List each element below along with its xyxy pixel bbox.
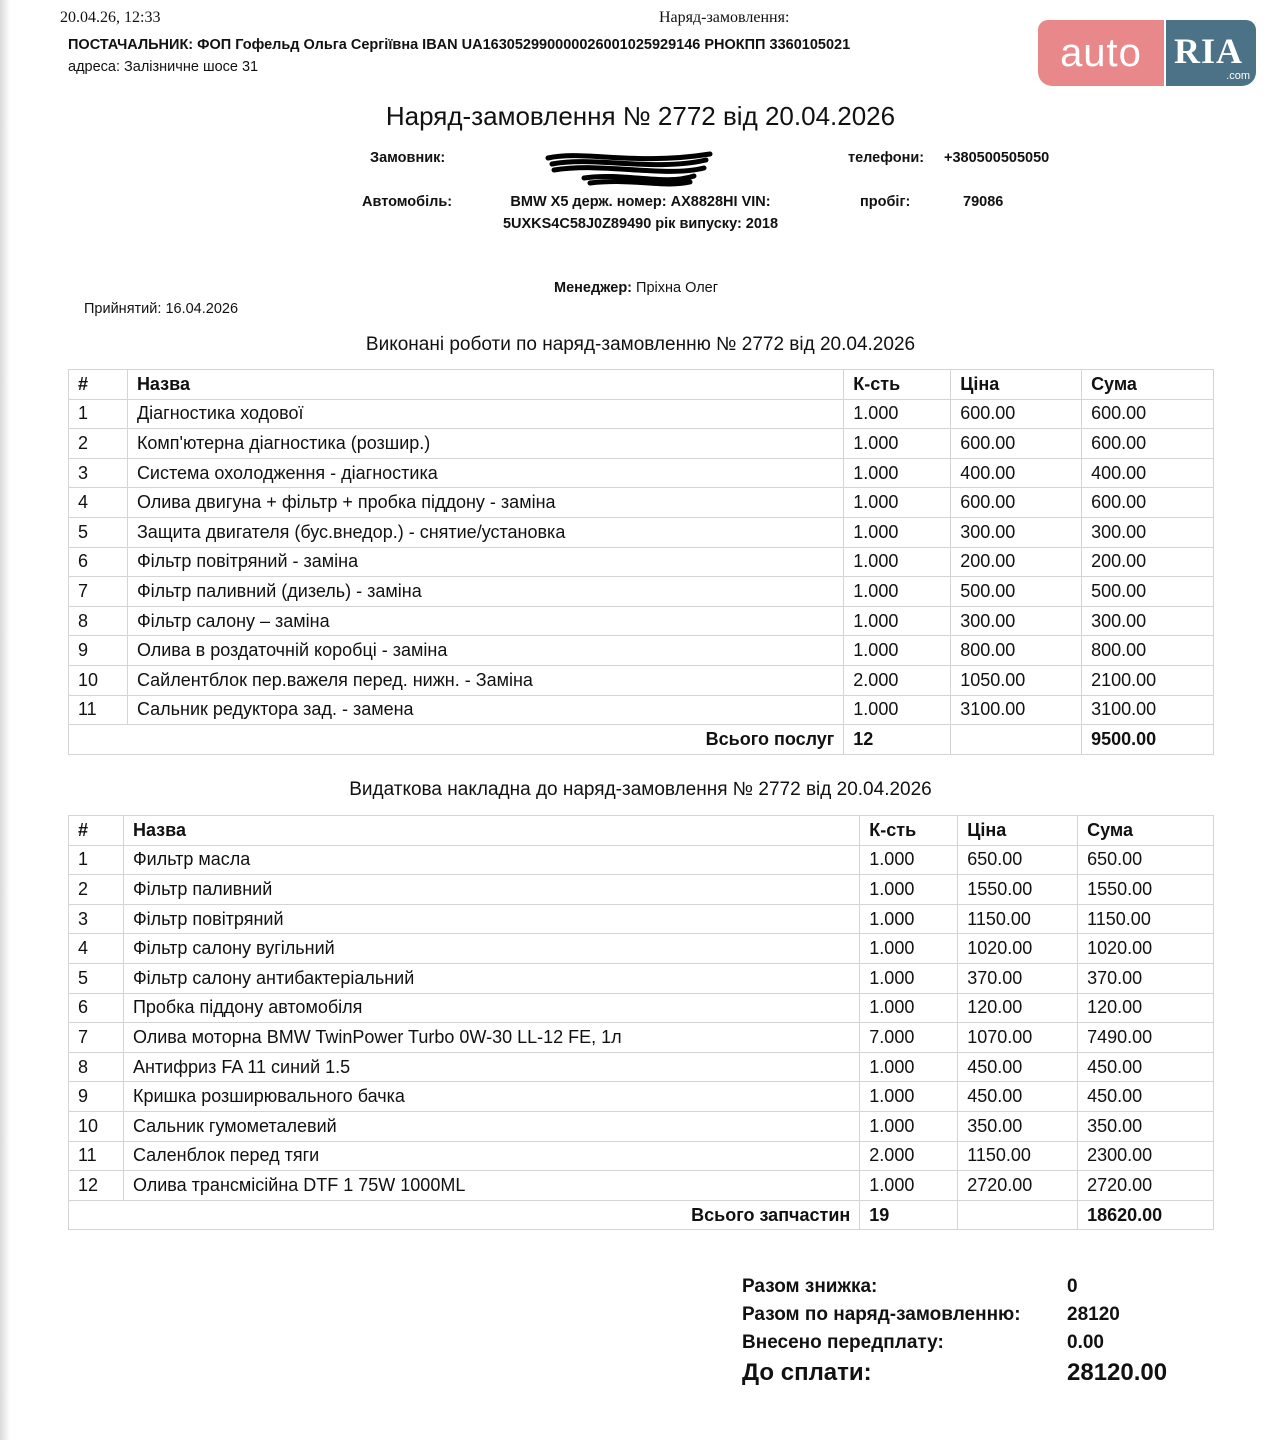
part-row [69, 934, 1214, 964]
part-row [69, 993, 1214, 1023]
part-total-qty: 19 [860, 1200, 958, 1230]
customer-label: Замовник: [370, 150, 446, 166]
part-cell: Пробка піддону автомобіля [123, 993, 859, 1023]
service-cell: 10 [69, 665, 128, 695]
part-header-cell: # [69, 816, 124, 846]
part-cell: 10 [69, 1111, 124, 1141]
part-cell: 1.000 [860, 1052, 958, 1082]
order-total-label: Разом по наряд-замовленню: [742, 1304, 1021, 1325]
service-cell: 600.00 [1082, 488, 1214, 518]
part-cell: 370.00 [1078, 963, 1214, 993]
manager-label: Менеджер: [554, 280, 633, 296]
part-cell: 1550.00 [1078, 875, 1214, 905]
part-header-cell: Сума [1078, 816, 1214, 846]
part-cell: Олива трансмісійна DTF 1 75W 1000ML [123, 1171, 859, 1201]
service-header-cell: Ціна [951, 370, 1082, 400]
service-cell: 500.00 [951, 577, 1082, 607]
part-cell: 120.00 [958, 993, 1078, 1023]
service-cell: 1.000 [844, 636, 951, 666]
phone-label: телефони: [848, 150, 925, 166]
service-row [69, 636, 1214, 666]
service-cell: 7 [69, 577, 128, 607]
service-cell: 300.00 [1082, 606, 1214, 636]
ria-logo-domain: .com [1226, 70, 1250, 82]
car-info-line2: 5UXKS4C58J0Z89490 рік випуску: 2018 [502, 216, 779, 232]
part-cell: Фільтр салону антибактеріальний [123, 963, 859, 993]
part-row [69, 904, 1214, 934]
service-cell: 1.000 [844, 399, 951, 429]
part-cell: 1020.00 [1078, 934, 1214, 964]
service-header-cell: # [69, 370, 128, 400]
amount-due-value: 28120.00 [1067, 1359, 1168, 1386]
amount-due-label: До сплати: [742, 1359, 872, 1386]
part-row [69, 1141, 1214, 1171]
part-cell: 1.000 [860, 875, 958, 905]
part-row [69, 963, 1214, 993]
service-cell: 600.00 [1082, 399, 1214, 429]
service-cell: 3100.00 [951, 695, 1082, 725]
prepaid-label: Внесено передплату: [742, 1332, 944, 1353]
part-cell: 12 [69, 1171, 124, 1201]
service-cell: 1.000 [844, 517, 951, 547]
part-row [69, 1023, 1214, 1053]
service-cell: 600.00 [951, 399, 1082, 429]
part-cell: 1 [69, 845, 124, 875]
part-total-sum: 18620.00 [1078, 1200, 1214, 1230]
service-row [69, 665, 1214, 695]
manager-line [554, 280, 718, 296]
part-header-cell: Ціна [958, 816, 1078, 846]
part-cell: 2 [69, 875, 124, 905]
service-row [69, 458, 1214, 488]
part-cell: 6 [69, 993, 124, 1023]
part-cell: 450.00 [1078, 1052, 1214, 1082]
service-cell: 800.00 [951, 636, 1082, 666]
part-cell: 1.000 [860, 963, 958, 993]
part-cell: 350.00 [1078, 1111, 1214, 1141]
service-row [69, 517, 1214, 547]
part-cell: 1150.00 [1078, 904, 1214, 934]
service-cell: 2 [69, 429, 128, 459]
service-total-label: Всього послуг [69, 725, 844, 755]
part-cell: 2.000 [860, 1141, 958, 1171]
part-cell: 370.00 [958, 963, 1078, 993]
service-cell: 800.00 [1082, 636, 1214, 666]
service-cell: Сайлентблок пер.важеля перед. нижн. - Заміна [127, 665, 843, 695]
service-cell: 300.00 [951, 606, 1082, 636]
service-cell: 600.00 [951, 488, 1082, 518]
part-cell: Фільтр салону вугільний [123, 934, 859, 964]
part-row [69, 1111, 1214, 1141]
part-cell: Сальник гумометалевий [123, 1111, 859, 1141]
service-cell: 3100.00 [1082, 695, 1214, 725]
part-row [69, 1052, 1214, 1082]
service-total-empty [951, 725, 1082, 755]
part-cell: Антифриз FA 11 синий 1.5 [123, 1052, 859, 1082]
ria-logo-text: RIA [1174, 31, 1244, 71]
car-label: Автомобіль: [362, 194, 453, 210]
part-row [69, 875, 1214, 905]
part-cell: 1.000 [860, 1082, 958, 1112]
service-row [69, 577, 1214, 607]
parts-table [68, 815, 1214, 1230]
part-cell: 2720.00 [958, 1171, 1078, 1201]
services-table [68, 369, 1214, 755]
part-header-cell: К-сть [860, 816, 958, 846]
part-cell: 450.00 [958, 1052, 1078, 1082]
service-total-qty: 12 [844, 725, 951, 755]
service-cell: 600.00 [951, 429, 1082, 459]
part-cell: 2720.00 [1078, 1171, 1214, 1201]
phone-value: +380500505050 [944, 150, 1050, 166]
part-cell: 120.00 [1078, 993, 1214, 1023]
service-cell: Фільтр салону – заміна [127, 606, 843, 636]
service-cell: 4 [69, 488, 128, 518]
service-row [69, 606, 1214, 636]
part-cell: 450.00 [958, 1082, 1078, 1112]
service-cell: Защита двигателя (бус.внедор.) - снятие/установка [127, 517, 843, 547]
part-cell: 1.000 [860, 1171, 958, 1201]
part-cell: Олива моторна BMW TwinPower Turbo 0W-30 LL-12 FE, 1л [123, 1023, 859, 1053]
service-row [69, 695, 1214, 725]
service-cell: Фільтр повітряний - заміна [127, 547, 843, 577]
services-header-row [69, 370, 1214, 400]
service-cell: 1 [69, 399, 128, 429]
service-cell: Олива в роздаточній коробці - заміна [127, 636, 843, 666]
redacted-customer-name [544, 146, 714, 190]
supplier-address: адреса: Залізничне шосе 31 [68, 59, 259, 75]
service-cell: Сальник редуктора зад. - замена [127, 695, 843, 725]
services-title: Виконані роботи по наряд-замовленню № 2772 від 20.04.2026 [365, 334, 916, 355]
part-cell: 7490.00 [1078, 1023, 1214, 1053]
service-cell: 1.000 [844, 429, 951, 459]
service-row [69, 429, 1214, 459]
service-row [69, 399, 1214, 429]
part-cell: 650.00 [1078, 845, 1214, 875]
service-cell: 3 [69, 458, 128, 488]
part-cell: Фільтр паливний [123, 875, 859, 905]
service-cell: 200.00 [1082, 547, 1214, 577]
service-cell: Фільтр паливний (дизель) - заміна [127, 577, 843, 607]
accepted-date: Прийнятий: 16.04.2026 [84, 301, 239, 317]
part-row [69, 845, 1214, 875]
service-cell: Система охолодження - діагностика [127, 458, 843, 488]
part-row [69, 1082, 1214, 1112]
discount-value: 0 [1067, 1276, 1078, 1297]
service-cell: 1050.00 [951, 665, 1082, 695]
part-cell: 7 [69, 1023, 124, 1053]
autoria-logo-ria [1166, 20, 1256, 86]
part-total-row [69, 1200, 1214, 1230]
service-cell: 300.00 [1082, 517, 1214, 547]
prepaid-value: 0.00 [1067, 1332, 1104, 1353]
service-cell: 11 [69, 695, 128, 725]
service-cell: 400.00 [951, 458, 1082, 488]
service-cell: 1.000 [844, 606, 951, 636]
service-cell: Діагностика ходової [127, 399, 843, 429]
part-cell: 1.000 [860, 904, 958, 934]
part-cell: 1150.00 [958, 904, 1078, 934]
service-header-cell: Сума [1082, 370, 1214, 400]
service-cell: 1.000 [844, 547, 951, 577]
part-cell: 5 [69, 963, 124, 993]
service-cell: 1.000 [844, 577, 951, 607]
parts-title: Видаткова накладна до наряд-замовлення № 2772 від 20.04.2026 [349, 779, 932, 800]
service-header-cell: К-сть [844, 370, 951, 400]
service-cell: 200.00 [951, 547, 1082, 577]
part-cell: 11 [69, 1141, 124, 1171]
service-cell: 2.000 [844, 665, 951, 695]
mileage-label: пробіг: [860, 194, 911, 210]
part-cell: 8 [69, 1052, 124, 1082]
part-cell: 350.00 [958, 1111, 1078, 1141]
part-cell: 1550.00 [958, 875, 1078, 905]
part-cell: 1020.00 [958, 934, 1078, 964]
supplier-line: ПОСТАЧАЛЬНИК: ФОП Гофельд Ольга Сергіївна IBAN UA163052990000026001025929146 РНОКПП 3360105021 [68, 37, 851, 53]
autoria-logo-auto: auto [1038, 20, 1164, 86]
part-cell: Саленблок перед тяги [123, 1141, 859, 1171]
service-total-sum: 9500.00 [1082, 725, 1214, 755]
part-total-empty [958, 1200, 1078, 1230]
order-title: Наряд-замовлення № 2772 від 20.04.2026 [385, 101, 896, 131]
print-doc-title: Наряд-замовлення: [659, 9, 790, 26]
part-cell: 9 [69, 1082, 124, 1112]
service-cell: 1.000 [844, 695, 951, 725]
service-cell: 300.00 [951, 517, 1082, 547]
service-cell: 1.000 [844, 488, 951, 518]
part-header-cell: Назва [123, 816, 859, 846]
service-cell: Комп'ютерна діагностика (розшир.) [127, 429, 843, 459]
discount-label: Разом знижка: [742, 1276, 878, 1297]
part-cell: Кришка розширювального бачка [123, 1082, 859, 1112]
mileage-value: 79086 [963, 194, 1004, 210]
part-row [69, 1171, 1214, 1201]
service-row [69, 547, 1214, 577]
part-cell: 1.000 [860, 1111, 958, 1141]
part-cell: Фільтр повітряний [123, 904, 859, 934]
service-cell: 2100.00 [1082, 665, 1214, 695]
service-cell: 1.000 [844, 458, 951, 488]
part-cell: 7.000 [860, 1023, 958, 1053]
part-cell: 1.000 [860, 993, 958, 1023]
service-total-row [69, 725, 1214, 755]
service-row [69, 488, 1214, 518]
print-datetime: 20.04.26, 12:33 [60, 9, 161, 26]
order-total-value: 28120 [1067, 1304, 1120, 1325]
part-cell: 1150.00 [958, 1141, 1078, 1171]
part-cell: 3 [69, 904, 124, 934]
service-cell: 9 [69, 636, 128, 666]
part-cell: 1.000 [860, 845, 958, 875]
part-cell: 1.000 [860, 934, 958, 964]
part-cell: 4 [69, 934, 124, 964]
service-cell: Олива двигуна + фільтр + пробка піддону - заміна [127, 488, 843, 518]
parts-header-row [69, 816, 1214, 846]
car-info-line1: BMW X5 держ. номер: AX8828HI VIN: [510, 194, 771, 210]
manager-name: Пріхна Олег [636, 280, 719, 296]
part-cell: 2300.00 [1078, 1141, 1214, 1171]
part-cell: 650.00 [958, 845, 1078, 875]
service-cell: 5 [69, 517, 128, 547]
service-cell: 6 [69, 547, 128, 577]
service-cell: 600.00 [1082, 429, 1214, 459]
part-cell: 1070.00 [958, 1023, 1078, 1053]
service-header-cell: Назва [127, 370, 843, 400]
service-cell: 500.00 [1082, 577, 1214, 607]
service-cell: 8 [69, 606, 128, 636]
part-cell: Фильтр масла [123, 845, 859, 875]
part-cell: 450.00 [1078, 1082, 1214, 1112]
part-total-label: Всього запчастин [69, 1200, 860, 1230]
service-cell: 400.00 [1082, 458, 1214, 488]
